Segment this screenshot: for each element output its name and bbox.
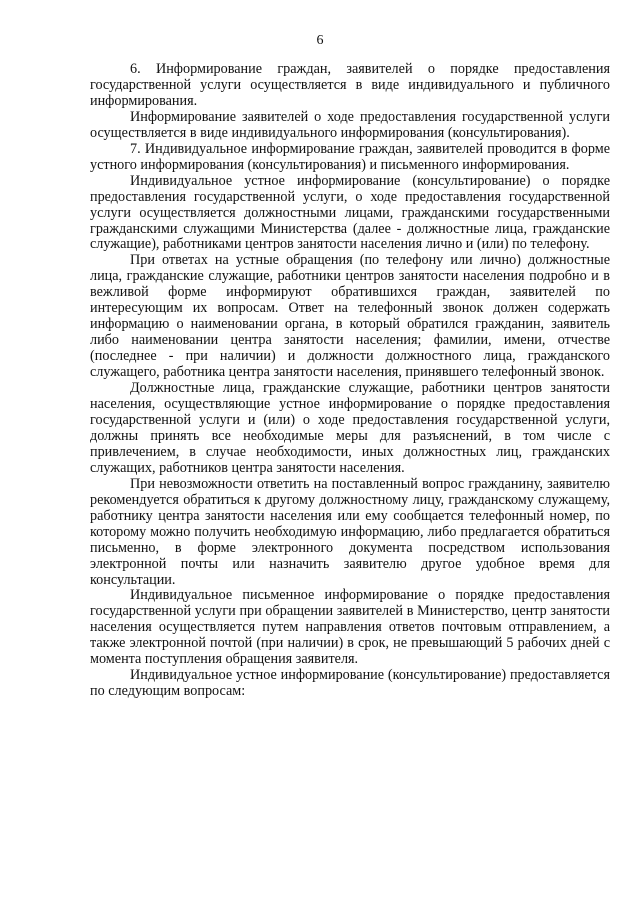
body-text <box>90 62 610 700</box>
paragraph-officials-duties: Должностные лица, гражданские служащие, работники центров занятости населения, осуществляющие устное информирование о порядке предоставления государственной услуги и (или) о ходе предоставления государственной услуги, должны принять все необходимые меры для разъяснений, в том числе с привлечением, в случае необходимости, иных должностных лиц, гражданских служащих, работников центра занятости населения. <box>90 380 610 476</box>
paragraph-oral-consulting: Индивидуальное устное информирование (консультирование) о порядке предоставления государственной услуги, о ходе предоставления государственной услуги осуществляется должностными лицами, гражданскими государственными гражданскими служащими Министерства (далее - должностные лица, гражданские служащие), работниками центров занятости населения лично и (или) по телефону. <box>90 172 610 253</box>
paragraph-unable-to-answer: При невозможности ответить на поставленный вопрос гражданину, заявителю рекомендуется обратиться к другому должностному лицу, гражданскому служащему, работнику центра занятости населения или ему сообщается телефонный номер, по которому можно получить необходимую информацию, либо предлагается обратиться письменно, в форме электронного документа посредством использования электронной почты или назначить заявителю другое удобное время для консультации. <box>90 475 610 588</box>
paragraph-written-informing: Индивидуальное письменное информирование о порядке предоставления государственной услуги при обращении заявителей в Министерство, центр занятости населения осуществляется путем направления ответов почтовым отправлением, а также электронной почтой (при наличии) в срок, не превышающий 5 рабочих дней с момента поступления обращения заявителя. <box>90 587 610 668</box>
paragraph-informing-progress: Информирование заявителей о ходе предоставления государственной услуги осуществляется в виде индивидуального информирования (консультирования). <box>90 108 610 141</box>
paragraph-item-6-informing: 6. Информирование граждан, заявителей о порядке предоставления государственной услуги осуществляется в виде индивидуального и публичного информирования. <box>90 61 610 109</box>
paragraph-item-7-individual-informing: 7. Индивидуальное информирование граждан, заявителей проводится в форме устного информирования (консультирования) и письменного информирования. <box>90 140 610 173</box>
paragraph-consulting-topics: Индивидуальное устное информирование (консультирование) предоставляется по следующим вопросам: <box>90 667 610 700</box>
page-number: 6 <box>316 33 324 48</box>
paragraph-oral-answers: При ответах на устные обращения (по телефону или лично) должностные лица, гражданские служащие, работники центров занятости населения подробно и в вежливой форме информируют обратившихся граждан, заявителей по интересующим их вопросам. Ответ на телефонный звонок должен содержать информацию о наименовании органа, в который обратился гражданин, заявитель либо наименовании центра занятости населения; фамилии, имени, отчестве (последнее - при наличии) и должности должностного лица, гражданского служащего, работника центра занятости населения, принявшего телефонный звонок. <box>90 252 610 381</box>
